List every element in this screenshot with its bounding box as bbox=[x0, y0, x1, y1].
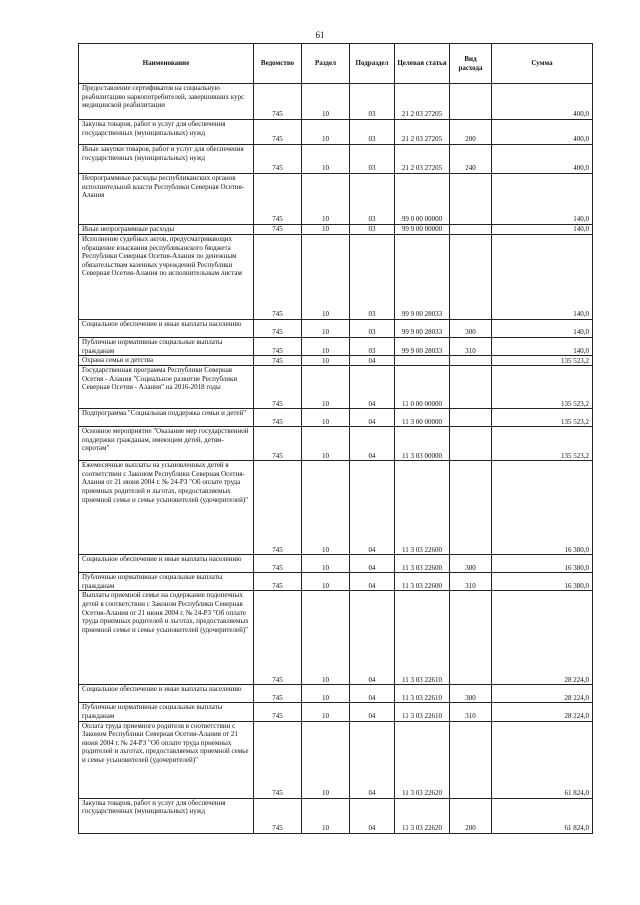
cell-target-item: 11 3 03 22600 bbox=[395, 555, 450, 573]
cell-subsection: 04 bbox=[350, 573, 395, 591]
table-row bbox=[79, 409, 593, 427]
cell-department: 745 bbox=[254, 338, 302, 356]
cell-target-item: 11 3 03 22610 bbox=[395, 703, 450, 721]
cell-subsection: 03 bbox=[350, 320, 395, 338]
cell-department: 745 bbox=[254, 225, 302, 235]
cell-amount: 16 380,0 bbox=[492, 461, 593, 555]
table-row bbox=[79, 174, 593, 225]
cell-amount: 16 380,0 bbox=[492, 555, 593, 573]
cell-expense-type: 240 bbox=[450, 145, 492, 174]
cell-subsection: 04 bbox=[350, 356, 395, 366]
cell-expense-type: 200 bbox=[450, 120, 492, 145]
cell-expense-type bbox=[450, 461, 492, 555]
table-row bbox=[79, 703, 593, 721]
cell-expense-type: 200 bbox=[450, 798, 492, 833]
cell-target-item: 11 3 03 22620 bbox=[395, 798, 450, 833]
cell-expense-type: 300 bbox=[450, 685, 492, 703]
table-row bbox=[79, 84, 593, 120]
table-row bbox=[79, 225, 593, 235]
cell-name: Государственная программа Республики Северная Осетия - Алания "Социальное развитие Республики Северная Осетия - Алания" на 2016-2018 годы bbox=[79, 366, 254, 409]
table-header-row bbox=[79, 44, 593, 84]
cell-target-item: 99 0 00 00000 bbox=[395, 174, 450, 225]
table-row bbox=[79, 685, 593, 703]
cell-section: 10 bbox=[302, 703, 350, 721]
table-row bbox=[79, 235, 593, 320]
cell-subsection: 03 bbox=[350, 145, 395, 174]
cell-section: 10 bbox=[302, 174, 350, 225]
cell-name: Закупка товаров, работ и услуг для обеспечения государственных (муниципальных) нужд bbox=[79, 798, 254, 833]
cell-name: Публичные нормативные социальные выплаты гражданам bbox=[79, 573, 254, 591]
cell-department: 745 bbox=[254, 356, 302, 366]
cell-amount: 135 523,2 bbox=[492, 409, 593, 427]
cell-section: 10 bbox=[302, 338, 350, 356]
cell-section: 10 bbox=[302, 685, 350, 703]
cell-section: 10 bbox=[302, 591, 350, 685]
cell-section: 10 bbox=[302, 409, 350, 427]
table-row bbox=[79, 427, 593, 461]
header-department: Ведомство bbox=[254, 44, 302, 84]
cell-expense-type: 300 bbox=[450, 555, 492, 573]
table-row bbox=[79, 573, 593, 591]
cell-name: Закупка товаров, работ и услуг для обеспечения государственных (муниципальных) нужд bbox=[79, 120, 254, 145]
table-row bbox=[79, 721, 593, 798]
cell-target-item: 11 3 03 22620 bbox=[395, 721, 450, 798]
cell-amount: 400,0 bbox=[492, 120, 593, 145]
cell-amount: 61 824,0 bbox=[492, 798, 593, 833]
cell-name: Непрограммные расходы республиканских органов исполнительной власти Республики Северная Осетия-Алания bbox=[79, 174, 254, 225]
cell-section: 10 bbox=[302, 721, 350, 798]
page-number: 61 bbox=[315, 30, 325, 40]
cell-target-item: 11 0 00 00000 bbox=[395, 366, 450, 409]
cell-amount: 140,0 bbox=[492, 174, 593, 225]
cell-subsection: 03 bbox=[350, 84, 395, 120]
cell-name: Основное мероприятие "Оказание мер государственной поддержки гражданам, имеющим детей, детям-сиротам" bbox=[79, 427, 254, 461]
cell-department: 745 bbox=[254, 235, 302, 320]
cell-section: 10 bbox=[302, 235, 350, 320]
cell-name: Публичные нормативные социальные выплаты гражданам bbox=[79, 338, 254, 356]
table-row bbox=[79, 145, 593, 174]
cell-section: 10 bbox=[302, 120, 350, 145]
cell-expense-type bbox=[450, 409, 492, 427]
cell-name: Публичные нормативные социальные выплаты гражданам bbox=[79, 703, 254, 721]
table-row bbox=[79, 591, 593, 685]
cell-name: Исполнение судебных актов, предусматривающих обращение взыскания республиканского бюджета Республики Северная Осетия-Алания по денежным обязательствам казенных учреждений Республики Северная Осетия-Алания по исполнительным листам bbox=[79, 235, 254, 320]
cell-expense-type bbox=[450, 174, 492, 225]
cell-amount: 28 224,0 bbox=[492, 685, 593, 703]
header-expense-type: Вид расхода bbox=[450, 44, 492, 84]
cell-target-item: 21 2 03 27205 bbox=[395, 145, 450, 174]
cell-section: 10 bbox=[302, 573, 350, 591]
cell-expense-type: 310 bbox=[450, 338, 492, 356]
cell-subsection: 03 bbox=[350, 174, 395, 225]
cell-department: 745 bbox=[254, 685, 302, 703]
cell-amount: 140,0 bbox=[492, 338, 593, 356]
cell-expense-type: 310 bbox=[450, 573, 492, 591]
cell-expense-type: 310 bbox=[450, 703, 492, 721]
cell-department: 745 bbox=[254, 591, 302, 685]
cell-amount: 135 523,2 bbox=[492, 427, 593, 461]
cell-department: 745 bbox=[254, 366, 302, 409]
cell-name: Социальное обеспечение и иные выплаты населению bbox=[79, 685, 254, 703]
cell-amount: 140,0 bbox=[492, 320, 593, 338]
cell-subsection: 04 bbox=[350, 721, 395, 798]
cell-expense-type bbox=[450, 721, 492, 798]
table-row bbox=[79, 320, 593, 338]
cell-name: Социальное обеспечение и иные выплаты населению bbox=[79, 320, 254, 338]
cell-section: 10 bbox=[302, 798, 350, 833]
cell-department: 745 bbox=[254, 120, 302, 145]
cell-name: Предоставление сертификатов на социальную реабилитацию наркопотребителей, завершивших курс медицинской реабилитации bbox=[79, 84, 254, 120]
cell-department: 745 bbox=[254, 409, 302, 427]
cell-name: Социальное обеспечение и иные выплаты населению bbox=[79, 555, 254, 573]
cell-department: 745 bbox=[254, 320, 302, 338]
cell-section: 10 bbox=[302, 427, 350, 461]
cell-expense-type bbox=[450, 427, 492, 461]
cell-target-item: 11 3 03 22600 bbox=[395, 461, 450, 555]
cell-amount: 140,0 bbox=[492, 235, 593, 320]
cell-name: Подпрограмма "Социальная поддержка семьи и детей" bbox=[79, 409, 254, 427]
header-section: Раздел bbox=[302, 44, 350, 84]
table-row bbox=[79, 356, 593, 366]
cell-section: 10 bbox=[302, 84, 350, 120]
cell-amount: 135 523,2 bbox=[492, 366, 593, 409]
cell-subsection: 04 bbox=[350, 703, 395, 721]
cell-target-item: 99 9 00 28033 bbox=[395, 235, 450, 320]
table-row bbox=[79, 555, 593, 573]
cell-target-item: 11 3 03 00000 bbox=[395, 427, 450, 461]
cell-name: Иные закупки товаров, работ и услуг для обеспечения государственных (муниципальных) нужд bbox=[79, 145, 254, 174]
cell-department: 745 bbox=[254, 461, 302, 555]
cell-subsection: 04 bbox=[350, 798, 395, 833]
cell-department: 745 bbox=[254, 573, 302, 591]
cell-department: 745 bbox=[254, 84, 302, 120]
cell-expense-type bbox=[450, 235, 492, 320]
cell-amount: 61 824,0 bbox=[492, 721, 593, 798]
table-row bbox=[79, 798, 593, 833]
cell-section: 10 bbox=[302, 461, 350, 555]
cell-name: Иные непрограммные расходы bbox=[79, 225, 254, 235]
cell-department: 745 bbox=[254, 427, 302, 461]
cell-department: 745 bbox=[254, 145, 302, 174]
cell-department: 745 bbox=[254, 721, 302, 798]
cell-subsection: 04 bbox=[350, 409, 395, 427]
cell-target-item: 99 9 00 28033 bbox=[395, 338, 450, 356]
cell-subsection: 04 bbox=[350, 461, 395, 555]
cell-name: Ежемесячные выплаты на усыновленных детей в соответствии с Законом Республики Северная Осетия-Алания от 21 июня 2004 г. № 24-РЗ "Об оплате труда приемных родителей и льготах, предоставляемых приемной семье и семье усыновителей (удочерителей)" bbox=[79, 461, 254, 555]
cell-section: 10 bbox=[302, 555, 350, 573]
cell-amount: 28 224,0 bbox=[492, 703, 593, 721]
cell-department: 745 bbox=[254, 174, 302, 225]
cell-amount: 400,0 bbox=[492, 145, 593, 174]
cell-subsection: 04 bbox=[350, 591, 395, 685]
cell-target-item: 11 3 03 22610 bbox=[395, 685, 450, 703]
cell-target-item: 11 3 03 22600 bbox=[395, 573, 450, 591]
cell-amount: 400,0 bbox=[492, 84, 593, 120]
cell-department: 745 bbox=[254, 555, 302, 573]
cell-subsection: 03 bbox=[350, 120, 395, 145]
table-row bbox=[79, 338, 593, 356]
cell-name: Оплата труда приемного родителя в соответствии с Законом Республики Северная Осетия-Алания от 21 июня 2004 г. № 24-РЗ "Об оплате труда приемных родителей и льготах, предоставляемых приемной семье и семье усыновителей (удочерителей)" bbox=[79, 721, 254, 798]
cell-expense-type bbox=[450, 356, 492, 366]
cell-subsection: 03 bbox=[350, 235, 395, 320]
cell-name: Выплаты приемной семье на содержание подопечных детей в соответствии с Законом Республики Северная Осетия-Алания от 21 июня 2004 г. № 24-РЗ "Об оплате труда приемных родителей и льготах, предоставляемых приемной семье и семье усыновителей (удочерителей)" bbox=[79, 591, 254, 685]
cell-target-item: 11 3 00 00000 bbox=[395, 409, 450, 427]
table-row bbox=[79, 366, 593, 409]
cell-subsection: 03 bbox=[350, 225, 395, 235]
cell-section: 10 bbox=[302, 366, 350, 409]
cell-subsection: 03 bbox=[350, 338, 395, 356]
cell-amount: 135 523,2 bbox=[492, 356, 593, 366]
budget-table bbox=[78, 43, 593, 834]
cell-target-item: 99 9 00 00000 bbox=[395, 225, 450, 235]
cell-section: 10 bbox=[302, 356, 350, 366]
header-target-item: Целевая статья bbox=[395, 44, 450, 84]
cell-department: 745 bbox=[254, 798, 302, 833]
header-amount: Сумма bbox=[492, 44, 593, 84]
cell-subsection: 04 bbox=[350, 366, 395, 409]
cell-subsection: 04 bbox=[350, 427, 395, 461]
cell-expense-type bbox=[450, 84, 492, 120]
table-row bbox=[79, 461, 593, 555]
cell-section: 10 bbox=[302, 145, 350, 174]
cell-expense-type bbox=[450, 225, 492, 235]
cell-target-item: 99 9 00 28033 bbox=[395, 320, 450, 338]
cell-expense-type bbox=[450, 366, 492, 409]
cell-subsection: 04 bbox=[350, 555, 395, 573]
cell-target-item bbox=[395, 356, 450, 366]
cell-name: Охрана семьи и детства bbox=[79, 356, 254, 366]
cell-department: 745 bbox=[254, 703, 302, 721]
cell-target-item: 11 3 03 22610 bbox=[395, 591, 450, 685]
cell-section: 10 bbox=[302, 320, 350, 338]
table-body bbox=[79, 84, 593, 834]
cell-subsection: 04 bbox=[350, 685, 395, 703]
header-name: Наименование bbox=[79, 44, 254, 84]
cell-section: 10 bbox=[302, 225, 350, 235]
cell-expense-type: 300 bbox=[450, 320, 492, 338]
table-row bbox=[79, 120, 593, 145]
cell-expense-type bbox=[450, 591, 492, 685]
cell-target-item: 21 2 03 27205 bbox=[395, 120, 450, 145]
header-subsection: Подраздел bbox=[350, 44, 395, 84]
cell-amount: 28 224,0 bbox=[492, 591, 593, 685]
cell-target-item: 21 2 03 27205 bbox=[395, 84, 450, 120]
cell-amount: 140,0 bbox=[492, 225, 593, 235]
cell-amount: 16 380,0 bbox=[492, 573, 593, 591]
